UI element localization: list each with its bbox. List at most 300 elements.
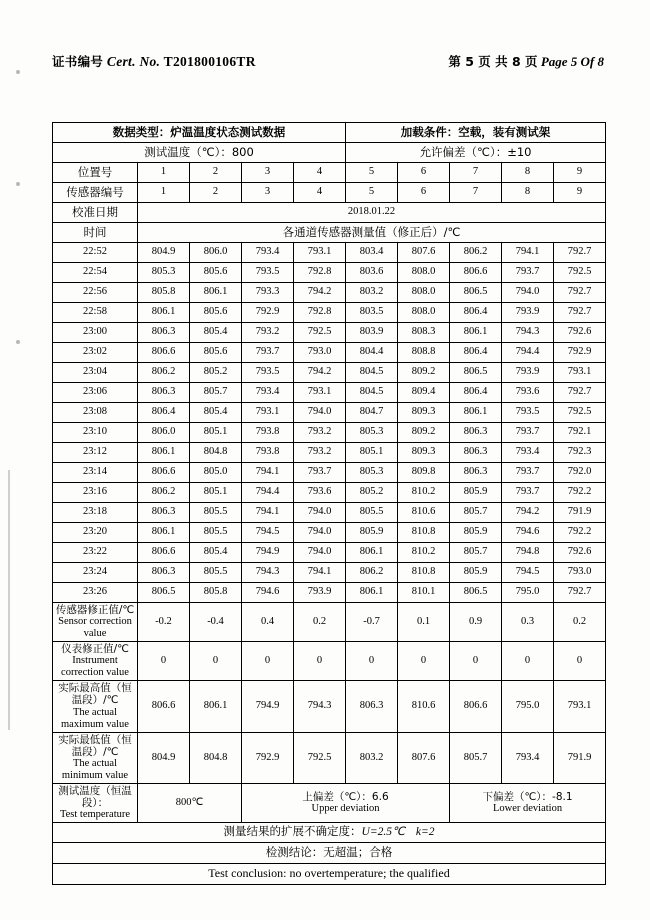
reading-value: 805.5 bbox=[190, 503, 242, 523]
actual-minimum-value: 792.9 bbox=[242, 732, 294, 783]
test-temperature-summary-value: 800℃ bbox=[138, 783, 242, 822]
reading-value: 792.7 bbox=[554, 583, 606, 603]
reading-value: 794.4 bbox=[502, 343, 554, 363]
instrument-correction-value: 0 bbox=[294, 642, 346, 681]
actual-minimum-label-en: The actual minimum value bbox=[61, 757, 129, 781]
table-row-calibration-date bbox=[53, 203, 606, 223]
reading-value: 810.2 bbox=[398, 483, 450, 503]
reading-value: 806.3 bbox=[138, 383, 190, 403]
sensor-value: 9 bbox=[554, 183, 606, 203]
reading-value: 806.1 bbox=[138, 523, 190, 543]
table-row bbox=[53, 243, 606, 263]
actual-minimum-value: 805.7 bbox=[450, 732, 502, 783]
reading-value: 794.1 bbox=[502, 243, 554, 263]
reading-value: 794.6 bbox=[502, 523, 554, 543]
reading-value: 806.6 bbox=[138, 463, 190, 483]
actual-minimum-value: 792.5 bbox=[294, 732, 346, 783]
reading-value: 793.0 bbox=[294, 343, 346, 363]
reading-value: 792.7 bbox=[554, 383, 606, 403]
reading-value: 806.5 bbox=[450, 283, 502, 303]
reading-value: 792.5 bbox=[554, 403, 606, 423]
reading-value: 793.3 bbox=[242, 283, 294, 303]
page-header bbox=[52, 52, 604, 70]
reading-value: 805.5 bbox=[346, 503, 398, 523]
position-value: 5 bbox=[346, 163, 398, 183]
reading-value: 809.3 bbox=[398, 403, 450, 423]
test-temperature-summary-label-cn: 测试温度（恒温段）： bbox=[58, 784, 132, 809]
reading-time: 23:00 bbox=[53, 323, 138, 343]
certificate-number-block bbox=[52, 52, 256, 70]
actual-minimum-label bbox=[53, 732, 138, 783]
actual-maximum-value: 806.3 bbox=[346, 681, 398, 732]
actual-maximum-value: 806.1 bbox=[190, 681, 242, 732]
reading-value: 804.9 bbox=[138, 243, 190, 263]
cert-number: T201800106TR bbox=[163, 54, 256, 69]
position-value: 2 bbox=[190, 163, 242, 183]
table-row-test-temp bbox=[53, 143, 606, 163]
sensor-correction-label-en: Sensor correction value bbox=[58, 616, 132, 640]
reading-value: 806.1 bbox=[346, 583, 398, 603]
actual-maximum-value: 794.9 bbox=[242, 681, 294, 732]
reading-value: 793.8 bbox=[242, 443, 294, 463]
actual-maximum-value: 795.0 bbox=[502, 681, 554, 732]
reading-value: 806.0 bbox=[138, 423, 190, 443]
reading-time: 22:54 bbox=[53, 263, 138, 283]
reading-value: 794.2 bbox=[294, 363, 346, 383]
reading-time: 23:20 bbox=[53, 523, 138, 543]
lower-deviation-cell bbox=[450, 783, 606, 822]
sensor-value: 5 bbox=[346, 183, 398, 203]
reading-value: 793.4 bbox=[242, 383, 294, 403]
reading-time: 23:24 bbox=[53, 563, 138, 583]
calibration-date-label: 校准日期 bbox=[53, 203, 138, 223]
reading-time: 22:56 bbox=[53, 283, 138, 303]
time-label: 时间 bbox=[53, 223, 138, 243]
conclusion-en: Test conclusion: no overtemperature; the qualified bbox=[53, 864, 606, 885]
reading-time: 23:06 bbox=[53, 383, 138, 403]
sensor-label: 传感器编号 bbox=[53, 183, 138, 203]
reading-value: 792.9 bbox=[554, 343, 606, 363]
table-row bbox=[53, 563, 606, 583]
reading-value: 792.5 bbox=[294, 323, 346, 343]
reading-value: 792.7 bbox=[554, 283, 606, 303]
reading-value: 808.8 bbox=[398, 343, 450, 363]
reading-time: 23:02 bbox=[53, 343, 138, 363]
reading-value: 791.9 bbox=[554, 503, 606, 523]
reading-time: 23:18 bbox=[53, 503, 138, 523]
reading-value: 805.4 bbox=[190, 323, 242, 343]
reading-value: 806.1 bbox=[346, 543, 398, 563]
actual-maximum-value: 806.6 bbox=[138, 681, 190, 732]
reading-value: 793.7 bbox=[294, 463, 346, 483]
table-row-data-type bbox=[53, 123, 606, 143]
table-row bbox=[53, 423, 606, 443]
actual-minimum-label-cn: 实际最低值（恒温段）/℃ bbox=[58, 733, 132, 758]
reading-value: 808.0 bbox=[398, 263, 450, 283]
sensor-correction-value: 0.3 bbox=[502, 603, 554, 642]
table-row bbox=[53, 303, 606, 323]
reading-value: 806.0 bbox=[190, 243, 242, 263]
table-row bbox=[53, 503, 606, 523]
actual-minimum-value: 804.9 bbox=[138, 732, 190, 783]
reading-value: 794.2 bbox=[502, 503, 554, 523]
instrument-correction-value: 0 bbox=[398, 642, 450, 681]
sensor-correction-value: -0.2 bbox=[138, 603, 190, 642]
reading-value: 805.6 bbox=[190, 303, 242, 323]
reading-value: 793.9 bbox=[502, 303, 554, 323]
reading-time: 23:14 bbox=[53, 463, 138, 483]
actual-maximum-label-en: The actual maximum value bbox=[61, 706, 129, 730]
reading-value: 805.1 bbox=[190, 423, 242, 443]
reading-value: 809.8 bbox=[398, 463, 450, 483]
reading-value: 808.3 bbox=[398, 323, 450, 343]
cert-label-cn: 证书编号 bbox=[52, 54, 104, 69]
reading-value: 806.4 bbox=[450, 343, 502, 363]
reading-value: 794.3 bbox=[242, 563, 294, 583]
reading-value: 806.6 bbox=[138, 343, 190, 363]
calibration-date-value: 2018.01.22 bbox=[138, 203, 606, 223]
sensor-correction-value: 0.1 bbox=[398, 603, 450, 642]
reading-value: 805.9 bbox=[450, 483, 502, 503]
reading-value: 793.9 bbox=[502, 363, 554, 383]
reading-value: 804.4 bbox=[346, 343, 398, 363]
reading-value: 793.7 bbox=[502, 463, 554, 483]
reading-value: 794.5 bbox=[242, 523, 294, 543]
uncertainty-u: U=2.5℃ bbox=[361, 826, 405, 839]
actual-maximum-value: 794.3 bbox=[294, 681, 346, 732]
position-value: 4 bbox=[294, 163, 346, 183]
reading-value: 810.2 bbox=[398, 543, 450, 563]
reading-value: 793.7 bbox=[502, 263, 554, 283]
reading-value: 794.0 bbox=[294, 503, 346, 523]
reading-time: 23:08 bbox=[53, 403, 138, 423]
sensor-value: 7 bbox=[450, 183, 502, 203]
reading-value: 803.9 bbox=[346, 323, 398, 343]
position-value: 1 bbox=[138, 163, 190, 183]
reading-value: 805.8 bbox=[138, 283, 190, 303]
reading-value: 806.4 bbox=[450, 383, 502, 403]
actual-maximum-value: 806.6 bbox=[450, 681, 502, 732]
reading-value: 794.1 bbox=[242, 503, 294, 523]
reading-value: 806.3 bbox=[450, 443, 502, 463]
reading-value: 793.2 bbox=[294, 443, 346, 463]
table-row bbox=[53, 283, 606, 303]
reading-time: 23:22 bbox=[53, 543, 138, 563]
reading-value: 805.4 bbox=[190, 543, 242, 563]
reading-value: 806.3 bbox=[138, 323, 190, 343]
sensor-correction-value: 0.2 bbox=[294, 603, 346, 642]
instrument-correction-value: 0 bbox=[138, 642, 190, 681]
reading-value: 805.7 bbox=[450, 503, 502, 523]
reading-value: 806.3 bbox=[450, 463, 502, 483]
instrument-correction-label-cn: 仪表修正值/℃ bbox=[61, 643, 129, 656]
reading-value: 805.7 bbox=[450, 543, 502, 563]
reading-value: 806.2 bbox=[138, 363, 190, 383]
reading-value: 793.1 bbox=[554, 363, 606, 383]
reading-value: 792.6 bbox=[554, 323, 606, 343]
reading-value: 793.7 bbox=[502, 483, 554, 503]
sensor-correction-value: -0.4 bbox=[190, 603, 242, 642]
uncertainty-cell bbox=[53, 823, 606, 843]
reading-value: 808.0 bbox=[398, 303, 450, 323]
load-condition-label: 加载条件：空载，装有测试架 bbox=[346, 123, 606, 143]
sensor-value: 8 bbox=[502, 183, 554, 203]
uncertainty-k: k=2 bbox=[415, 826, 435, 839]
table-row-actual-minimum bbox=[53, 732, 606, 783]
position-value: 9 bbox=[554, 163, 606, 183]
reading-value: 794.0 bbox=[294, 543, 346, 563]
reading-value: 805.3 bbox=[346, 463, 398, 483]
reading-value: 810.8 bbox=[398, 563, 450, 583]
reading-value: 793.4 bbox=[502, 443, 554, 463]
reading-value: 793.1 bbox=[242, 403, 294, 423]
reading-value: 792.3 bbox=[554, 443, 606, 463]
reading-time: 23:04 bbox=[53, 363, 138, 383]
actual-maximum-label bbox=[53, 681, 138, 732]
cert-label-en: Cert. No. bbox=[106, 54, 161, 69]
table-row bbox=[53, 483, 606, 503]
sensor-value: 3 bbox=[242, 183, 294, 203]
reading-value: 793.6 bbox=[502, 383, 554, 403]
sensor-correction-value: 0.9 bbox=[450, 603, 502, 642]
sensor-correction-value: 0.2 bbox=[554, 603, 606, 642]
reading-value: 806.2 bbox=[450, 243, 502, 263]
reading-value: 810.1 bbox=[398, 583, 450, 603]
reading-value: 792.0 bbox=[554, 463, 606, 483]
table-row-sensor bbox=[53, 183, 606, 203]
test-temperature-summary-label bbox=[53, 783, 138, 822]
reading-value: 805.2 bbox=[346, 483, 398, 503]
scan-artifact-dot bbox=[16, 340, 20, 344]
table-row-channel-header bbox=[53, 223, 606, 243]
reading-time: 22:58 bbox=[53, 303, 138, 323]
reading-value: 805.9 bbox=[450, 523, 502, 543]
table-row bbox=[53, 343, 606, 363]
reading-value: 794.1 bbox=[294, 563, 346, 583]
reading-value: 806.1 bbox=[450, 403, 502, 423]
upper-deviation-cell bbox=[242, 783, 450, 822]
conclusion-cn: 检测结论：无超温；合格 bbox=[53, 843, 606, 864]
reading-value: 805.9 bbox=[450, 563, 502, 583]
actual-maximum-label-cn: 实际最高值（恒温段）/℃ bbox=[58, 682, 132, 707]
table-row-position bbox=[53, 163, 606, 183]
reading-value: 805.4 bbox=[190, 403, 242, 423]
reading-value: 805.3 bbox=[138, 263, 190, 283]
instrument-correction-label-en: Instrument correction value bbox=[61, 655, 129, 679]
test-temperature-summary-label-en: Test temperature bbox=[59, 809, 131, 820]
reading-value: 803.5 bbox=[346, 303, 398, 323]
instrument-correction-value: 0 bbox=[190, 642, 242, 681]
reading-value: 806.2 bbox=[138, 483, 190, 503]
sensor-correction-label-cn: 传感器修正值/℃ bbox=[55, 604, 135, 616]
reading-value: 805.0 bbox=[190, 463, 242, 483]
reading-value: 793.9 bbox=[294, 583, 346, 603]
reading-value: 806.3 bbox=[138, 563, 190, 583]
scan-artifact-line bbox=[8, 470, 10, 730]
reading-value: 806.6 bbox=[138, 543, 190, 563]
reading-value: 793.2 bbox=[242, 323, 294, 343]
furnace-temperature-data-table bbox=[52, 122, 606, 885]
reading-value: 809.4 bbox=[398, 383, 450, 403]
table-row-conclusion-en bbox=[53, 864, 606, 885]
table-row bbox=[53, 443, 606, 463]
sensor-value: 2 bbox=[190, 183, 242, 203]
reading-value: 805.6 bbox=[190, 343, 242, 363]
table-row bbox=[53, 363, 606, 383]
table-row-uncertainty bbox=[53, 823, 606, 843]
reading-value: 806.1 bbox=[450, 323, 502, 343]
position-value: 3 bbox=[242, 163, 294, 183]
reading-value: 805.3 bbox=[346, 423, 398, 443]
table-row-sensor-correction bbox=[53, 603, 606, 642]
reading-value: 794.3 bbox=[502, 323, 554, 343]
actual-minimum-value: 807.6 bbox=[398, 732, 450, 783]
reading-value: 792.7 bbox=[554, 243, 606, 263]
sensor-correction-label bbox=[53, 603, 138, 642]
reading-value: 808.0 bbox=[398, 283, 450, 303]
reading-value: 805.7 bbox=[190, 383, 242, 403]
reading-value: 803.2 bbox=[346, 283, 398, 303]
reading-value: 793.5 bbox=[502, 403, 554, 423]
reading-value: 795.0 bbox=[502, 583, 554, 603]
actual-minimum-value: 791.9 bbox=[554, 732, 606, 783]
reading-value: 793.4 bbox=[242, 243, 294, 263]
test-temperature-label: 测试温度（℃）：800 bbox=[53, 143, 346, 163]
actual-minimum-value: 793.4 bbox=[502, 732, 554, 783]
position-value: 7 bbox=[450, 163, 502, 183]
reading-value: 810.8 bbox=[398, 523, 450, 543]
reading-value: 804.5 bbox=[346, 383, 398, 403]
table-row-deviation-summary bbox=[53, 783, 606, 822]
upper-deviation-cn: 上偏差（℃）：6.6 bbox=[302, 790, 389, 803]
reading-value: 806.3 bbox=[138, 503, 190, 523]
reading-value: 793.8 bbox=[242, 423, 294, 443]
reading-value: 810.6 bbox=[398, 503, 450, 523]
scan-artifact-dot bbox=[16, 70, 20, 74]
reading-value: 805.5 bbox=[190, 523, 242, 543]
table-row bbox=[53, 523, 606, 543]
reading-value: 792.6 bbox=[554, 543, 606, 563]
actual-minimum-value: 804.8 bbox=[190, 732, 242, 783]
table-row-instrument-correction bbox=[53, 642, 606, 681]
reading-value: 806.1 bbox=[138, 303, 190, 323]
instrument-correction-label bbox=[53, 642, 138, 681]
reading-value: 806.1 bbox=[190, 283, 242, 303]
uncertainty-label-cn: 测量结果的扩展不确定度： bbox=[223, 824, 362, 839]
instrument-correction-value: 0 bbox=[346, 642, 398, 681]
reading-value: 806.5 bbox=[138, 583, 190, 603]
reading-value: 794.9 bbox=[242, 543, 294, 563]
position-value: 8 bbox=[502, 163, 554, 183]
lower-deviation-en: Lower deviation bbox=[492, 802, 563, 814]
reading-value: 792.9 bbox=[242, 303, 294, 323]
reading-value: 806.4 bbox=[138, 403, 190, 423]
reading-value: 794.6 bbox=[242, 583, 294, 603]
reading-value: 792.2 bbox=[554, 483, 606, 503]
reading-value: 803.6 bbox=[346, 263, 398, 283]
table-row bbox=[53, 323, 606, 343]
reading-value: 805.8 bbox=[190, 583, 242, 603]
table-row bbox=[53, 263, 606, 283]
reading-value: 809.3 bbox=[398, 443, 450, 463]
reading-value: 792.5 bbox=[554, 263, 606, 283]
reading-time: 23:26 bbox=[53, 583, 138, 603]
reading-value: 793.7 bbox=[502, 423, 554, 443]
reading-value: 807.6 bbox=[398, 243, 450, 263]
table-row bbox=[53, 543, 606, 563]
reading-value: 805.5 bbox=[190, 563, 242, 583]
reading-value: 804.5 bbox=[346, 363, 398, 383]
reading-value: 793.1 bbox=[294, 383, 346, 403]
reading-value: 806.5 bbox=[450, 583, 502, 603]
reading-value: 794.0 bbox=[294, 523, 346, 543]
reading-value: 792.8 bbox=[294, 263, 346, 283]
reading-value: 794.4 bbox=[242, 483, 294, 503]
reading-value: 803.4 bbox=[346, 243, 398, 263]
sensor-value: 4 bbox=[294, 183, 346, 203]
page-indicator-cn: 第 5 页 共 8 页 bbox=[448, 54, 538, 69]
reading-value: 809.2 bbox=[398, 363, 450, 383]
lower-deviation-cn: 下偏差（℃）：-8.1 bbox=[482, 790, 573, 803]
reading-value: 794.5 bbox=[502, 563, 554, 583]
reading-value: 806.2 bbox=[346, 563, 398, 583]
reading-value: 794.0 bbox=[294, 403, 346, 423]
table-row bbox=[53, 383, 606, 403]
data-type-label: 数据类型：炉温温度状态测试数据 bbox=[53, 123, 346, 143]
sensor-value: 1 bbox=[138, 183, 190, 203]
instrument-correction-value: 0 bbox=[502, 642, 554, 681]
reading-value: 806.3 bbox=[450, 423, 502, 443]
reading-value: 792.2 bbox=[554, 523, 606, 543]
reading-value: 809.2 bbox=[398, 423, 450, 443]
reading-value: 793.0 bbox=[554, 563, 606, 583]
actual-maximum-value: 810.6 bbox=[398, 681, 450, 732]
actual-minimum-value: 803.2 bbox=[346, 732, 398, 783]
channel-header-label: 各通道传感器测量值（修正后）/℃ bbox=[138, 223, 606, 243]
reading-value: 794.0 bbox=[502, 283, 554, 303]
reading-value: 793.5 bbox=[242, 263, 294, 283]
page-indicator bbox=[448, 52, 604, 70]
reading-value: 794.8 bbox=[502, 543, 554, 563]
scan-artifact-dot bbox=[16, 182, 20, 186]
instrument-correction-value: 0 bbox=[242, 642, 294, 681]
upper-deviation-en: Upper deviation bbox=[311, 802, 380, 814]
reading-time: 23:12 bbox=[53, 443, 138, 463]
page-indicator-en: Page 5 Of 8 bbox=[540, 54, 604, 69]
reading-value: 805.9 bbox=[346, 523, 398, 543]
reading-time: 22:52 bbox=[53, 243, 138, 263]
table-row bbox=[53, 583, 606, 603]
reading-value: 805.2 bbox=[190, 363, 242, 383]
reading-value: 806.6 bbox=[450, 263, 502, 283]
reading-value: 806.4 bbox=[450, 303, 502, 323]
sensor-correction-value: -0.7 bbox=[346, 603, 398, 642]
table-row-actual-maximum bbox=[53, 681, 606, 732]
reading-value: 804.7 bbox=[346, 403, 398, 423]
allowed-tolerance-label: 允许偏差（℃）：±10 bbox=[346, 143, 606, 163]
table-row bbox=[53, 403, 606, 423]
reading-value: 804.8 bbox=[190, 443, 242, 463]
reading-value: 794.2 bbox=[294, 283, 346, 303]
table-row-conclusion-cn bbox=[53, 843, 606, 864]
reading-value: 792.7 bbox=[554, 303, 606, 323]
actual-maximum-value: 793.1 bbox=[554, 681, 606, 732]
reading-value: 794.1 bbox=[242, 463, 294, 483]
reading-value: 806.1 bbox=[138, 443, 190, 463]
reading-value: 792.8 bbox=[294, 303, 346, 323]
reading-value: 793.1 bbox=[294, 243, 346, 263]
reading-value: 793.2 bbox=[294, 423, 346, 443]
